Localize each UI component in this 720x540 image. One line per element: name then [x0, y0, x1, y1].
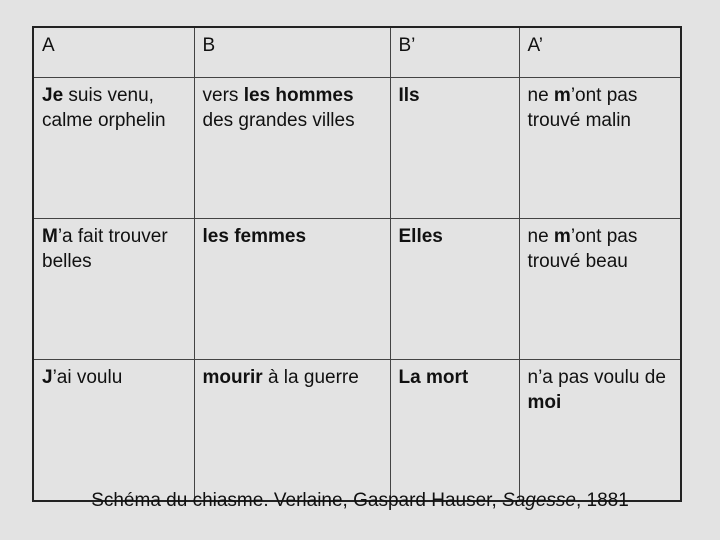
cell-text-bold: J — [42, 367, 53, 388]
cell-text-bold: les hommes — [243, 85, 354, 106]
figure-caption — [0, 488, 720, 514]
table-row — [33, 360, 681, 502]
chiasmus-table — [32, 26, 682, 502]
cell-text-bold: Elles — [398, 226, 443, 247]
cell-text: ’ai voulu — [52, 367, 123, 388]
cell-text-bold: les femmes — [202, 226, 307, 247]
table-row — [33, 78, 681, 219]
cell-text: ’ont pas trouvé malin — [527, 85, 638, 131]
table-cell — [390, 219, 519, 360]
cell-text: ne — [527, 226, 554, 247]
cell-text-bold: moi — [527, 392, 562, 413]
header-cell-b-prime: B’ — [390, 27, 519, 78]
table-cell — [33, 219, 194, 360]
cell-text-bold: m — [553, 85, 571, 106]
cell-text: n’a pas voulu de — [527, 367, 666, 388]
table-cell — [519, 219, 681, 360]
header-cell-a-prime: A’ — [519, 27, 681, 78]
cell-text-bold: M — [42, 226, 58, 247]
cell-text: ne — [527, 85, 554, 106]
caption-book-title: Sagesse — [502, 490, 576, 511]
caption-text: Schéma du chiasme. Verlaine, Gaspard Hauser, — [91, 490, 503, 511]
cell-text: ’ont pas trouvé beau — [527, 226, 638, 272]
chiasmus-table-body — [33, 27, 681, 501]
table-cell — [390, 360, 519, 502]
table-cell — [194, 78, 390, 219]
table-cell — [519, 360, 681, 502]
caption-year: , 1881 — [575, 490, 629, 511]
cell-text: des grandes villes — [202, 110, 355, 131]
table-cell — [390, 78, 519, 219]
cell-text: suis venu, calme orphelin — [42, 85, 166, 131]
table-cell — [194, 360, 390, 502]
cell-text: à la guerre — [262, 367, 359, 388]
cell-text: vers — [202, 85, 244, 106]
cell-text-bold: Je — [42, 85, 64, 106]
cell-text-bold: La mort — [398, 367, 469, 388]
cell-text-bold: Ils — [398, 85, 420, 106]
cell-text: ’a fait trouver belles — [42, 226, 168, 272]
table-header-row — [33, 27, 681, 78]
cell-text-bold: mourir — [202, 367, 263, 388]
header-cell-a: A — [33, 27, 194, 78]
table-cell — [33, 78, 194, 219]
cell-text-bold: m — [553, 226, 571, 247]
table-cell — [519, 78, 681, 219]
table-cell — [194, 219, 390, 360]
table-cell — [33, 360, 194, 502]
header-cell-b: B — [194, 27, 390, 78]
table-row — [33, 219, 681, 360]
